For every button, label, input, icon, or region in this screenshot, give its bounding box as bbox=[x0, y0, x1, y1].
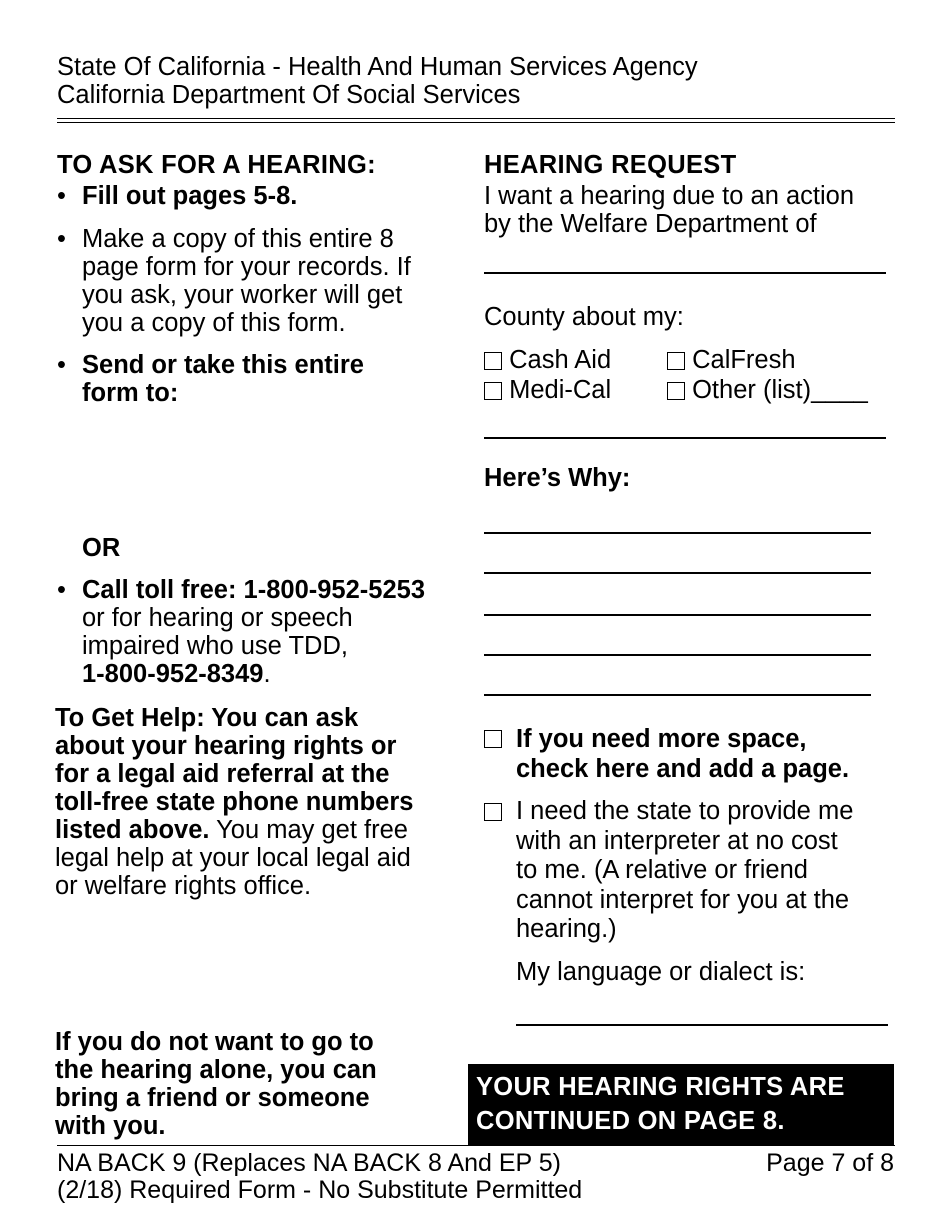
copy-instruction: Make a copy of this entire 8 page form for your records. If you ask, your worker will get you a copy of this form. bbox=[82, 225, 411, 337]
calfresh-option[interactable]: CalFresh bbox=[667, 346, 796, 374]
interpreter-checkbox[interactable] bbox=[484, 803, 502, 821]
calfresh-checkbox[interactable] bbox=[667, 352, 685, 370]
header-rule-double bbox=[57, 122, 895, 123]
cash-aid-checkbox[interactable] bbox=[484, 352, 502, 370]
send-instruction: Send or take this entire form to: bbox=[82, 351, 364, 407]
county-name-field[interactable] bbox=[484, 272, 886, 274]
department-name: California Department Of Social Services bbox=[57, 81, 521, 109]
footer-rule bbox=[57, 1145, 895, 1146]
reason-line[interactable] bbox=[484, 532, 871, 534]
tdd-number: 1-800-952-8349 bbox=[82, 660, 264, 688]
cash-aid-option[interactable]: Cash Aid bbox=[484, 346, 611, 374]
form-notice: (2/18) Required Form - No Substitute Permitted bbox=[57, 1176, 583, 1204]
or-label: OR bbox=[82, 534, 121, 562]
agency-header bbox=[57, 53, 698, 109]
bring-friend-note: If you do not want to go to the hearing alone, you can bring a friend or someone with you. bbox=[55, 1028, 377, 1140]
toll-free-number: Call toll free: 1-800-952-5253 bbox=[82, 576, 426, 604]
other-checkbox[interactable] bbox=[667, 382, 685, 400]
other-option[interactable]: Other (list)____ bbox=[667, 376, 868, 404]
rights-continued-banner: YOUR HEARING RIGHTS ARE CONTINUED ON PAGE 8. bbox=[468, 1064, 894, 1146]
bullet-dot: • bbox=[57, 182, 66, 210]
reason-line[interactable] bbox=[484, 572, 871, 574]
bullet-dot: • bbox=[57, 225, 66, 253]
header-rule bbox=[57, 118, 895, 119]
reason-line[interactable] bbox=[484, 694, 871, 696]
agency-name: State Of California - Health And Human Services Agency bbox=[57, 53, 698, 81]
form-footer bbox=[57, 1150, 582, 1204]
language-label: My language or dialect is: bbox=[516, 958, 806, 986]
hearing-request-intro: I want a hearing due to an action by the Welfare Department of bbox=[484, 182, 855, 238]
bullet-dot: • bbox=[57, 576, 66, 604]
reason-line[interactable] bbox=[484, 614, 871, 616]
bullet-dot: • bbox=[57, 351, 66, 379]
ask-hearing-heading: TO ASK FOR A HEARING: bbox=[57, 151, 376, 179]
form-number: NA BACK 9 (Replaces NA BACK 8 And EP 5) bbox=[57, 1149, 561, 1177]
get-help-paragraph: To Get Help: You can ask about your hearing rights or for a legal aid referral at the toll-free state phone numbers listed above. You may get free legal help at your local legal aid or welfare rights office. bbox=[55, 704, 414, 900]
hearing-request-heading: HEARING REQUEST bbox=[484, 151, 737, 179]
county-about-label: County about my: bbox=[484, 303, 684, 331]
fill-out-instruction: Fill out pages 5-8. bbox=[82, 182, 298, 210]
page-number: Page 7 of 8 bbox=[766, 1149, 894, 1177]
medi-cal-checkbox[interactable] bbox=[484, 382, 502, 400]
medi-cal-option[interactable]: Medi-Cal bbox=[484, 376, 611, 404]
more-space-checkbox[interactable] bbox=[484, 730, 502, 748]
language-field[interactable] bbox=[516, 1024, 888, 1026]
other-list-field[interactable] bbox=[484, 437, 886, 439]
interpreter-label: I need the state to provide me with an interpreter at no cost to me. (A relative or friend cannot interpret for you at the hearing.) bbox=[516, 797, 854, 943]
heres-why-label: Here’s Why: bbox=[484, 464, 631, 492]
reason-line[interactable] bbox=[484, 654, 871, 656]
call-instruction: Call toll free: 1-800-952-5253 or for hearing or speech impaired who use TDD, 1-800-952-8349. bbox=[82, 576, 426, 688]
more-space-label: If you need more space, check here and add a page. bbox=[516, 725, 850, 783]
